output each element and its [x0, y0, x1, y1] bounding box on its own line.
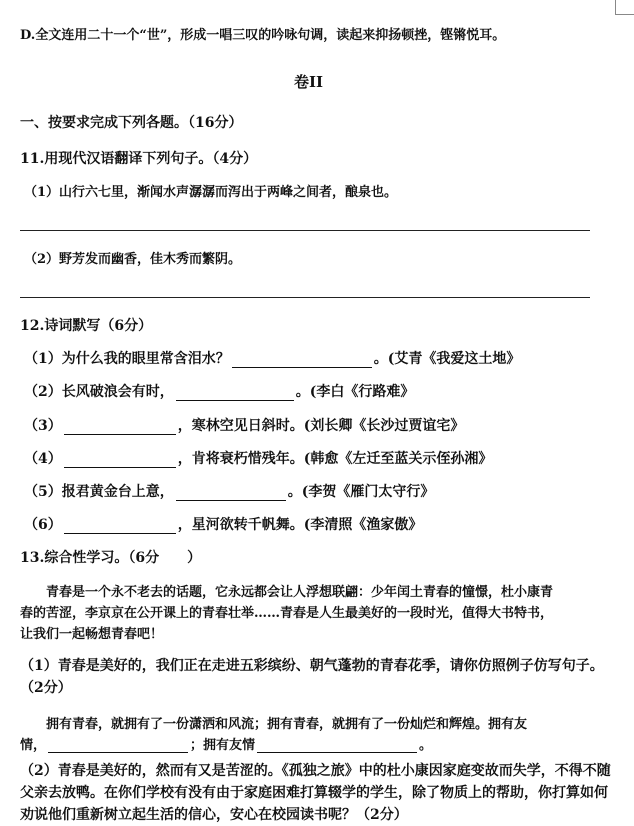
q12-item-5	[24, 481, 434, 501]
answer-line-1[interactable]	[20, 230, 590, 231]
q13-intro-line-3: 让我们一起畅想青春吧！	[20, 627, 164, 642]
fill-blank[interactable]	[232, 351, 372, 368]
q12-item-3	[24, 415, 464, 435]
q13-part-1: （1）青春是美好的，我们正在走进五彩缤纷、朝气蓬勃的青春花季，请你仿照例子仿写句子。（2分）	[20, 658, 604, 696]
q12-item-1	[24, 348, 520, 368]
q13-example-line-1: 拥有青春，就拥有了一份潇洒和风流；拥有青春，就拥有了一份灿烂和辉煌。拥有友	[20, 717, 528, 732]
example-middle: ；拥有友情	[190, 738, 256, 753]
example-end: 。	[419, 738, 433, 753]
item-suffix: 。(艾青《我爱这土地》	[373, 351, 521, 367]
item-suffix: ，寒林空见日斜时。(刘长卿《长沙过贾谊宅》	[177, 418, 465, 434]
item-number: （4）	[24, 451, 62, 467]
q13-part-2: （2）青春是美好的，然而有又是苦涩的。《孤独之旅》中的杜小康因家庭变故而失学，不得不随父亲去放鸭。在你们学校有没有由于家庭困难打算辍学的学生，除了物质上的帮助，你打算如何劝说他们重新树立起生活的信心，安心在校园读书呢？（2分）	[20, 763, 611, 823]
item-prefix: 报君黄金台上意，	[61, 484, 174, 500]
item-number: （5）	[24, 484, 62, 500]
answer-line-2[interactable]	[20, 297, 590, 298]
volume-title: 卷II	[294, 73, 324, 91]
q13-intro-line-2: 春的苦涩，李京京在公开课上的青春壮举……青春是人生最美好的一段时光，值得大书特书，	[20, 606, 554, 621]
q11-sentence-2: （2）野芳发而幽香，佳木秀而繁阴。	[24, 252, 242, 267]
fill-blank[interactable]	[48, 736, 188, 753]
item-suffix: ，肯将衰朽惜残年。(韩愈《左迁至蓝关示侄孙湘》	[177, 451, 493, 467]
item-number: （6）	[24, 517, 62, 533]
item-suffix: 。(李白《行路难》	[295, 384, 415, 400]
option-d-line: D.全文连用二十一个“世”，形成一唱三叹的吟咏句调，读起来抑扬顿挫，铿锵悦耳。	[20, 28, 506, 43]
q12-item-6	[24, 514, 422, 534]
fill-blank[interactable]	[64, 418, 176, 435]
q13-example-line-2	[20, 734, 432, 753]
section-heading: 一、按要求完成下列各题。（16分）	[20, 115, 243, 131]
q13-title: 13.综合性学习。（6分 ）	[20, 550, 202, 566]
fill-blank[interactable]	[257, 736, 417, 753]
item-prefix: 长风破浪会有时，	[61, 384, 174, 400]
q11-title: 11.用现代汉语翻译下列句子。（4分）	[20, 151, 258, 167]
q12-item-4	[24, 448, 492, 468]
example-prefix: 情，	[20, 738, 47, 753]
page-corner-mark	[615, 0, 634, 15]
q12-item-2	[24, 381, 414, 401]
fill-blank[interactable]	[176, 484, 286, 501]
item-number: （1）	[24, 351, 62, 367]
q12-title: 12.诗词默写（6分）	[20, 318, 153, 334]
item-number: （2）	[24, 384, 62, 400]
q11-sentence-1: （1）山行六七里，渐闻水声潺潺而泻出于两峰之间者，酿泉也。	[24, 185, 398, 200]
item-suffix: ，星河欲转千帆舞。(李清照《渔家傲》	[177, 517, 423, 533]
item-number: （3）	[24, 418, 62, 434]
item-suffix: 。(李贺《雁门太守行》	[287, 484, 435, 500]
item-prefix: 为什么我的眼里常含泪水？	[61, 351, 230, 367]
q13-intro-line-1: 青春是一个永不老去的话题，它永远都会让人浮想联翩：少年闰土青春的憧憬，杜小康青	[20, 585, 554, 600]
fill-blank[interactable]	[64, 451, 176, 468]
fill-blank[interactable]	[176, 384, 294, 401]
fill-blank[interactable]	[64, 517, 176, 534]
